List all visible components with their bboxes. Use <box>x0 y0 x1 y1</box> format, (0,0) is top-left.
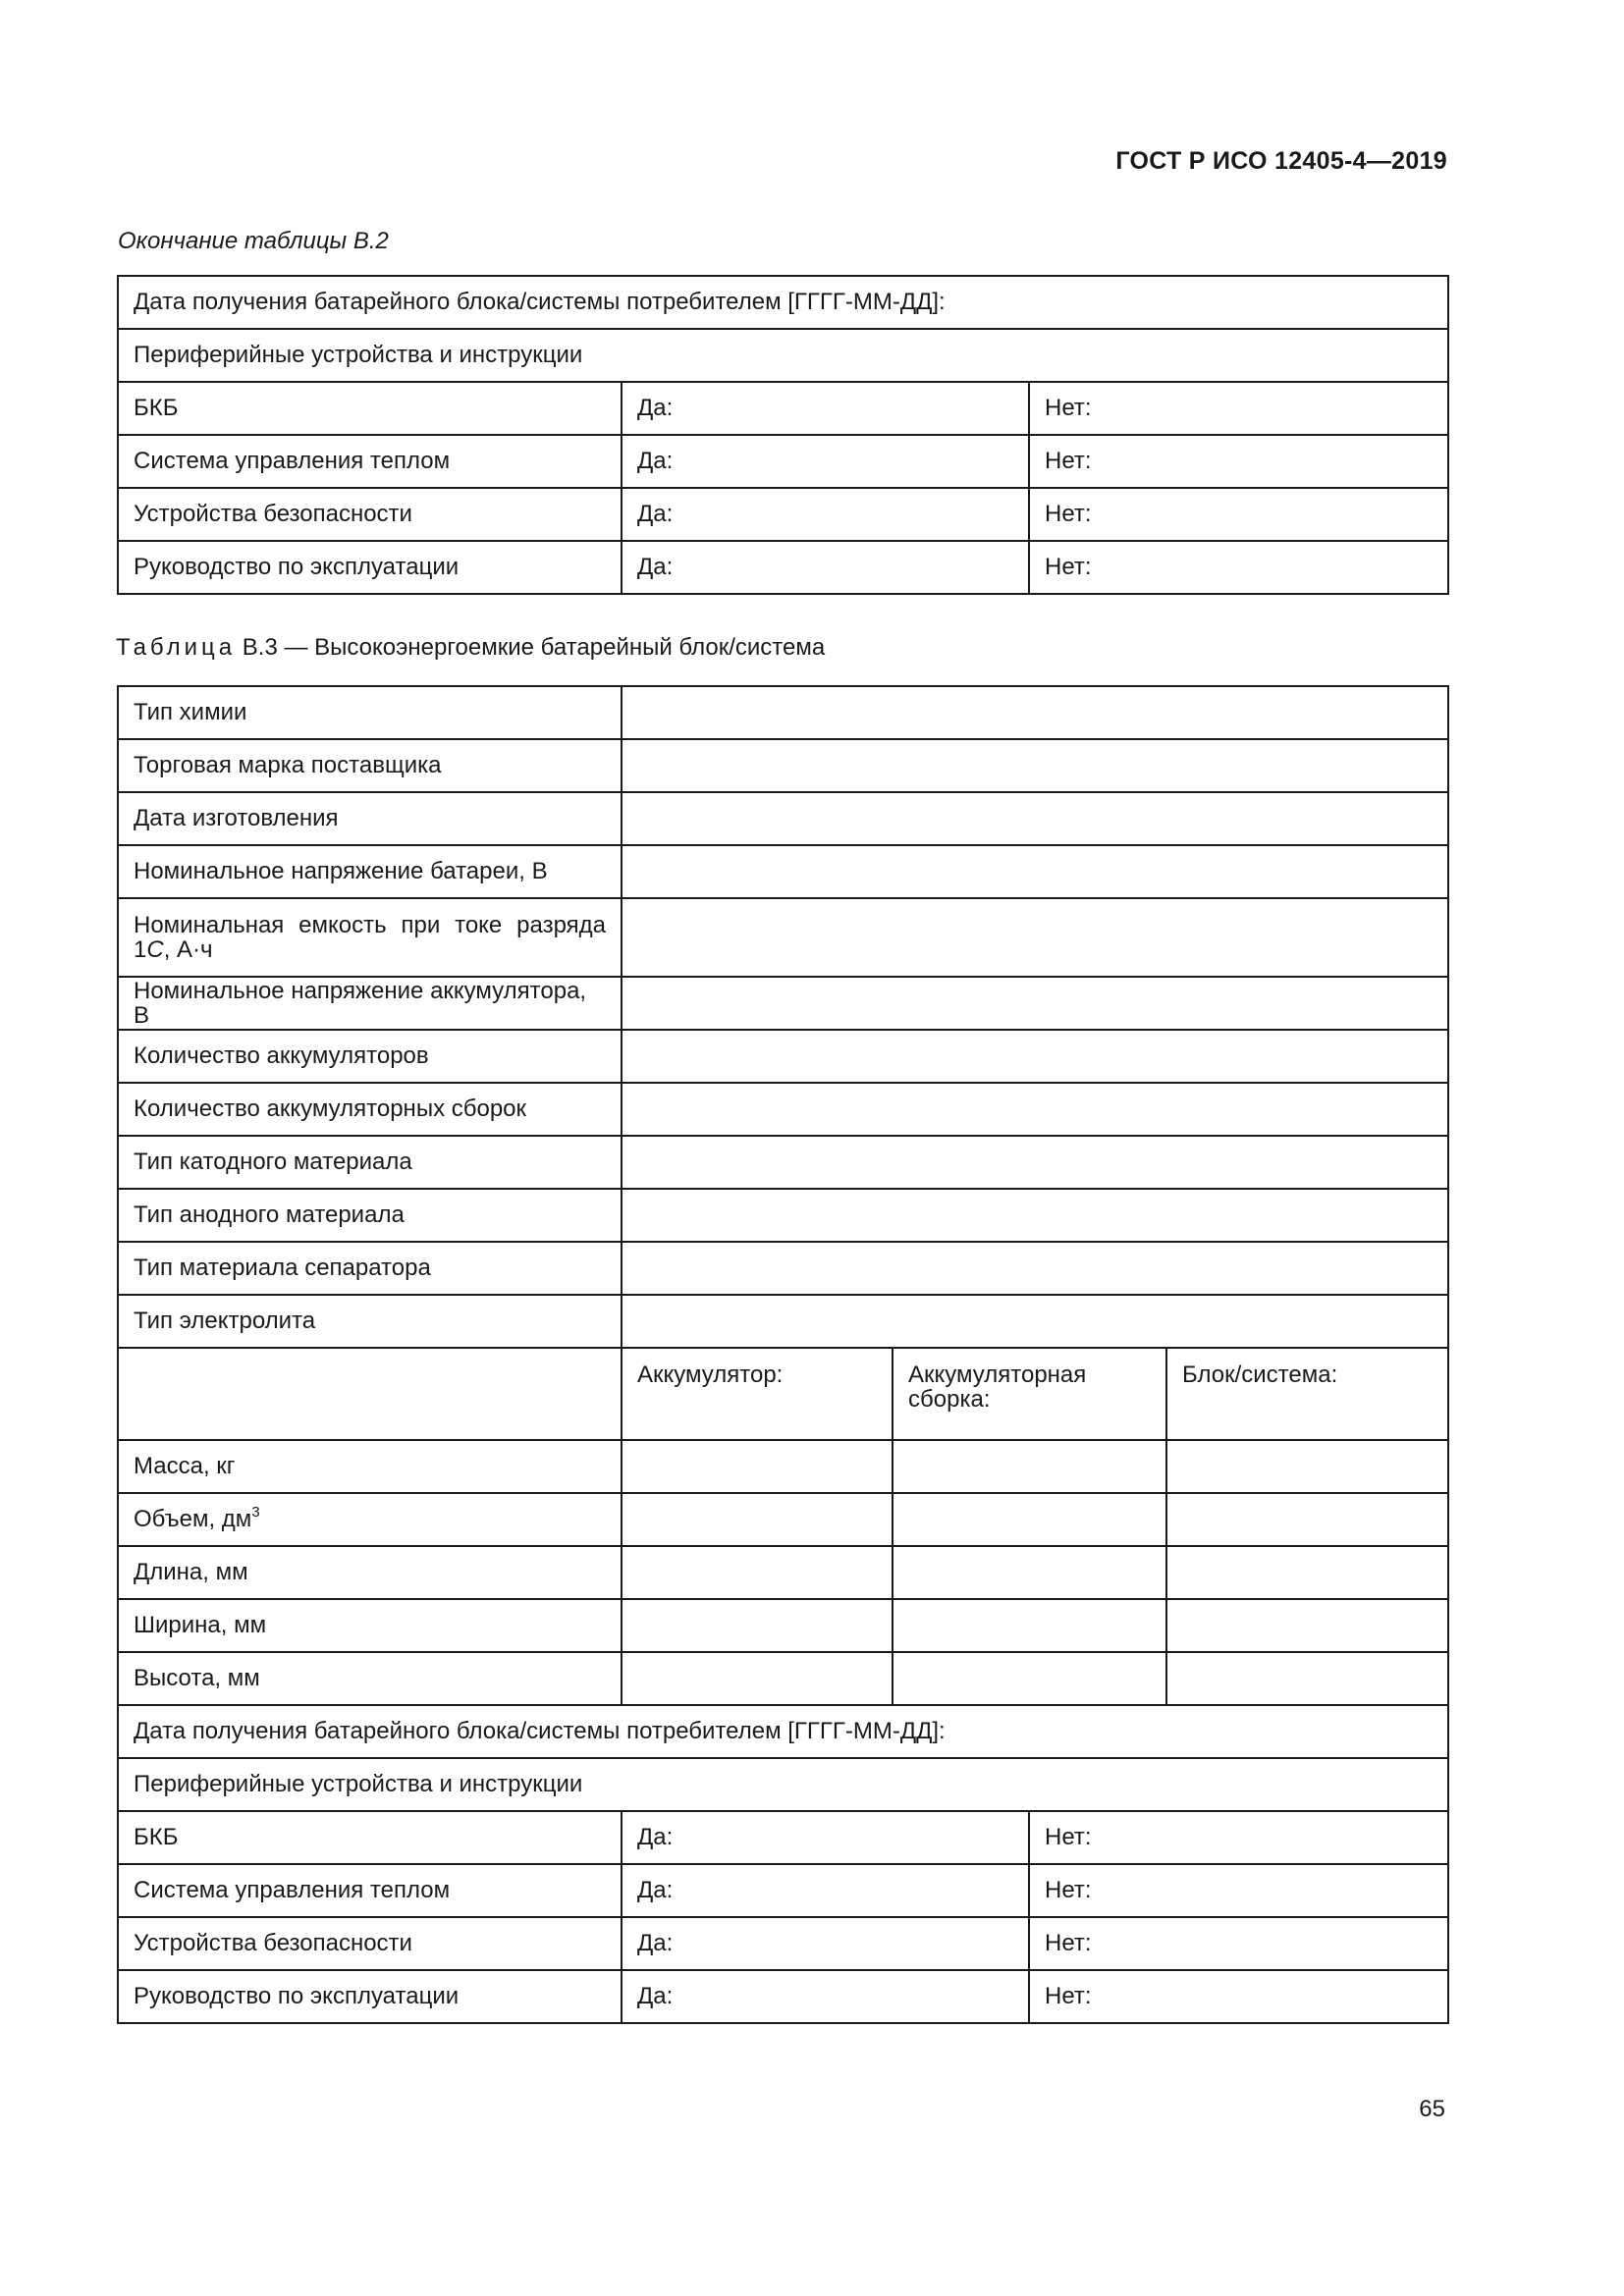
table-row <box>118 1970 1448 2023</box>
volume-label: Объем, дм <box>134 1506 252 1533</box>
property-label: Количество аккумуляторных сборок <box>118 1083 622 1136</box>
no-field[interactable]: Нет: <box>1029 488 1448 541</box>
property-value-field[interactable] <box>622 845 1448 898</box>
property-value-field[interactable] <box>622 898 1448 977</box>
table-row <box>118 1599 1448 1652</box>
assembly-value-field[interactable] <box>893 1652 1166 1705</box>
property-label: Тип химии <box>118 686 622 739</box>
table-b3-caption <box>116 634 825 662</box>
table-row <box>118 541 1448 594</box>
yes-field[interactable]: Да: <box>622 488 1029 541</box>
table-row <box>118 1189 1448 1242</box>
table-row <box>118 898 1448 977</box>
assembly-value-field[interactable] <box>893 1493 1166 1546</box>
table-row <box>118 1546 1448 1599</box>
no-field[interactable]: Нет: <box>1029 1917 1448 1970</box>
capacity-label-suffix: , А·ч <box>163 936 213 963</box>
no-field[interactable]: Нет: <box>1029 382 1448 435</box>
yes-field[interactable]: Да: <box>622 1917 1029 1970</box>
table-row <box>118 792 1448 845</box>
property-label: Тип электролита <box>118 1295 622 1348</box>
receipt-date-label: Дата получения батарейного блока/системы потребителем [ГГГГ-ММ-ДД]: <box>118 1705 1448 1758</box>
table-b3 <box>117 685 1449 2024</box>
table-row <box>118 1652 1448 1705</box>
property-value-field[interactable] <box>622 1083 1448 1136</box>
table-b3-caption-word: Таблица <box>116 634 237 661</box>
table-row <box>118 1348 1448 1440</box>
dimension-label: Масса, кг <box>118 1440 622 1493</box>
col-header-assembly: Аккумуляторная сборка: <box>893 1348 1166 1440</box>
table-row <box>118 276 1448 329</box>
table-row <box>118 1083 1448 1136</box>
cell-value-field[interactable] <box>622 1440 893 1493</box>
property-label: Номинальное напряжение аккумулятора, В <box>118 977 622 1030</box>
no-field[interactable]: Нет: <box>1029 1864 1448 1917</box>
cell-value-field[interactable] <box>622 1599 893 1652</box>
row-label: Система управления теплом <box>118 1864 622 1917</box>
yes-field[interactable]: Да: <box>622 541 1029 594</box>
dimension-label: Длина, мм <box>118 1546 622 1599</box>
document-id: ГОСТ Р ИСО 12405-4—2019 <box>1115 147 1447 175</box>
row-label: Устройства безопасности <box>118 488 622 541</box>
property-label: Тип катодного материала <box>118 1136 622 1189</box>
table-row <box>118 1440 1448 1493</box>
yes-field[interactable]: Да: <box>622 435 1029 488</box>
row-label: Руководство по эксплуатации <box>118 541 622 594</box>
pack-value-field[interactable] <box>1166 1493 1448 1546</box>
peripherals-title: Периферийные устройства и инструкции <box>118 1758 1448 1811</box>
table-row <box>118 329 1448 382</box>
table-b3-caption-text: B.3 — Высокоэнергоемкие батарейный блок/система <box>236 634 826 661</box>
dimension-label <box>118 1493 622 1546</box>
pack-value-field[interactable] <box>1166 1652 1448 1705</box>
dimension-label: Ширина, мм <box>118 1599 622 1652</box>
yes-field[interactable]: Да: <box>622 1811 1029 1864</box>
table-row <box>118 686 1448 739</box>
assembly-value-field[interactable] <box>893 1599 1166 1652</box>
assembly-value-field[interactable] <box>893 1440 1166 1493</box>
table-row <box>118 739 1448 792</box>
table-row <box>118 435 1448 488</box>
peripherals-title: Периферийные устройства и инструкции <box>118 329 1448 382</box>
property-value-field[interactable] <box>622 1242 1448 1295</box>
pack-value-field[interactable] <box>1166 1440 1448 1493</box>
col-header-cell: Аккумулятор: <box>622 1348 893 1440</box>
table-row <box>118 382 1448 435</box>
table-row <box>118 1242 1448 1295</box>
table-row <box>118 1030 1448 1083</box>
table-row <box>118 1705 1448 1758</box>
table-row <box>118 1136 1448 1189</box>
row-label: Устройства безопасности <box>118 1917 622 1970</box>
yes-field[interactable]: Да: <box>622 1864 1029 1917</box>
property-label: Тип материала сепаратора <box>118 1242 622 1295</box>
table-row <box>118 1864 1448 1917</box>
empty-header-cell <box>118 1348 622 1440</box>
table-row <box>118 1295 1448 1348</box>
page-number: 65 <box>1419 2096 1445 2122</box>
property-label: Торговая марка поставщика <box>118 739 622 792</box>
no-field[interactable]: Нет: <box>1029 541 1448 594</box>
cell-value-field[interactable] <box>622 1493 893 1546</box>
property-value-field[interactable] <box>622 1295 1448 1348</box>
no-field[interactable]: Нет: <box>1029 1811 1448 1864</box>
pack-value-field[interactable] <box>1166 1546 1448 1599</box>
receipt-date-label: Дата получения батарейного блока/системы потребителем [ГГГГ-ММ-ДД]: <box>118 276 1448 329</box>
property-value-field[interactable] <box>622 1030 1448 1083</box>
dimension-label: Высота, мм <box>118 1652 622 1705</box>
property-label: Количество аккумуляторов <box>118 1030 622 1083</box>
property-value-field[interactable] <box>622 1136 1448 1189</box>
table-b2-end <box>117 275 1449 595</box>
property-label: Дата изготовления <box>118 792 622 845</box>
capacity-label-prefix: Номинальная емкость при токе разряда 1 <box>134 911 606 963</box>
assembly-value-field[interactable] <box>893 1546 1166 1599</box>
table-row <box>118 1917 1448 1970</box>
table-row <box>118 1758 1448 1811</box>
property-label: Номинальное напряжение батареи, В <box>118 845 622 898</box>
property-label <box>118 898 622 977</box>
yes-field[interactable]: Да: <box>622 1970 1029 2023</box>
cell-value-field[interactable] <box>622 1652 893 1705</box>
volume-exponent: 3 <box>251 1504 260 1522</box>
col-header-pack: Блок/система: <box>1166 1348 1448 1440</box>
property-value-field[interactable] <box>622 1189 1448 1242</box>
table-row <box>118 977 1448 1030</box>
table-row <box>118 488 1448 541</box>
cell-value-field[interactable] <box>622 1546 893 1599</box>
property-value-field[interactable] <box>622 739 1448 792</box>
property-value-field[interactable] <box>622 977 1448 1030</box>
no-field[interactable]: Нет: <box>1029 1970 1448 2023</box>
row-label: Система управления теплом <box>118 435 622 488</box>
yes-field[interactable]: Да: <box>622 382 1029 435</box>
property-value-field[interactable] <box>622 686 1448 739</box>
row-label: БКБ <box>118 382 622 435</box>
no-field[interactable]: Нет: <box>1029 435 1448 488</box>
capacity-label-c: C <box>146 936 164 963</box>
table-row <box>118 845 1448 898</box>
property-label: Тип анодного материала <box>118 1189 622 1242</box>
table-b2-continuation-caption: Окончание таблицы B.2 <box>118 228 389 254</box>
row-label: БКБ <box>118 1811 622 1864</box>
row-label: Руководство по эксплуатации <box>118 1970 622 2023</box>
pack-value-field[interactable] <box>1166 1599 1448 1652</box>
property-value-field[interactable] <box>622 792 1448 845</box>
table-row <box>118 1811 1448 1864</box>
table-row <box>118 1493 1448 1546</box>
